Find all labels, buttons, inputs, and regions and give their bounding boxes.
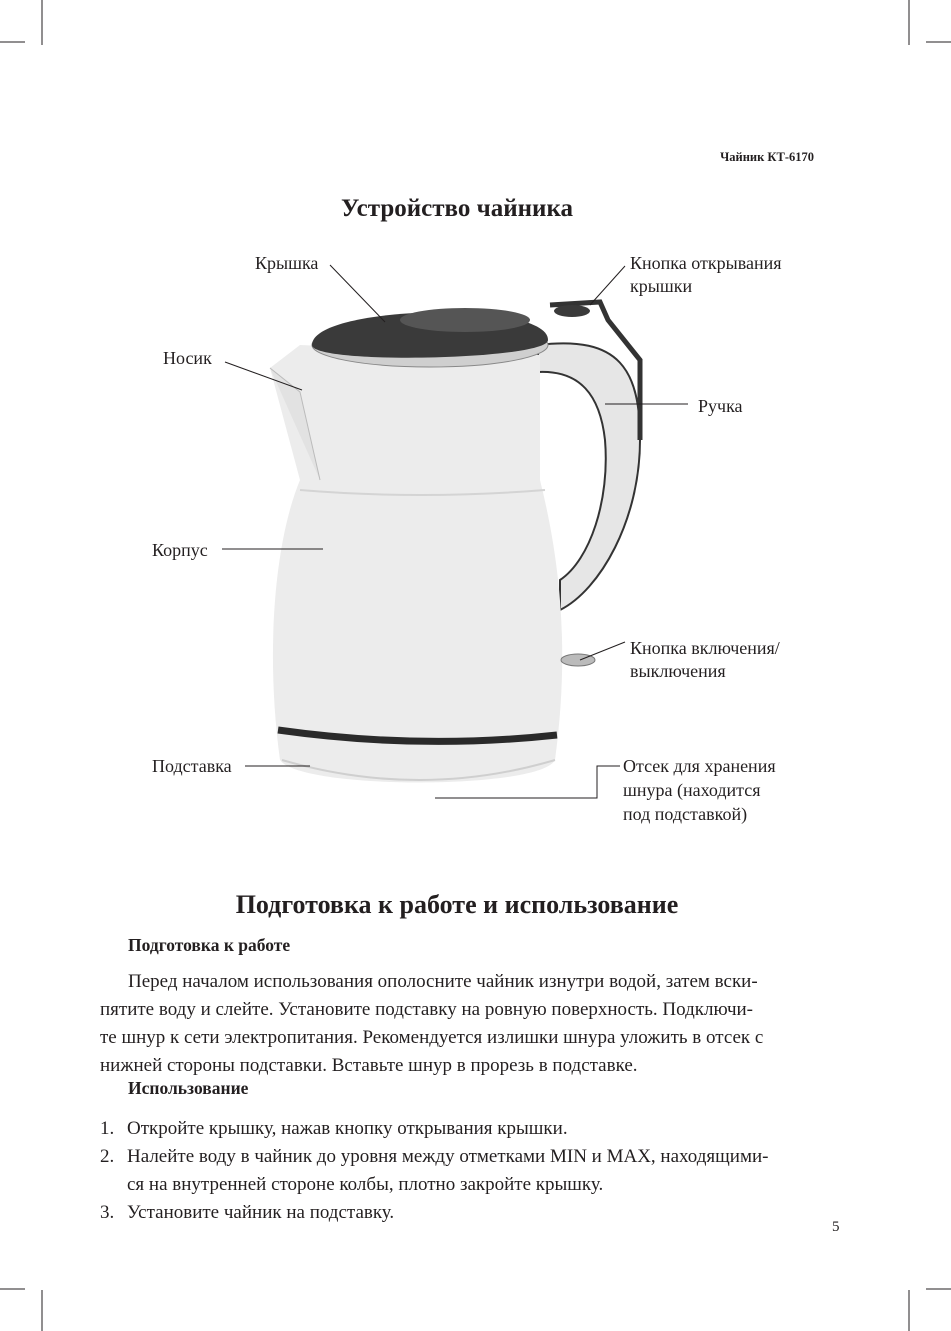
page-number: 5	[832, 1219, 840, 1235]
step-number: 3.	[100, 1202, 115, 1223]
diagram-title: Устройство чайника	[341, 195, 573, 222]
label-body: Корпус	[152, 540, 208, 560]
section-title: Подготовка к работе и использование	[235, 890, 679, 919]
prep-line: пятите воду и слейте. Установите подставку на ровную поверхность. Подключи-	[100, 999, 753, 1020]
step-text: Откройте крышку, нажав кнопку открывания крышки.	[127, 1118, 568, 1139]
label-handle: Ручка	[698, 396, 743, 416]
prep-line: те шнур к сети электропитания. Рекомендуется излишки шнура уложить в отсек с	[100, 1027, 764, 1048]
step-text: Налейте воду в чайник до уровня между отметками MIN и MAX, находящими-	[127, 1146, 769, 1167]
label-cord-1: Отсек для хранения	[623, 756, 776, 776]
label-power-button-2: выключения	[630, 661, 726, 681]
step-text: ся на внутренней стороне колбы, плотно закройте крышку.	[127, 1174, 604, 1195]
label-base: Подставка	[152, 756, 232, 776]
label-power-button-1: Кнопка включения/	[630, 638, 780, 658]
label-cord-2: шнура (находится	[623, 780, 761, 800]
label-spout: Носик	[163, 348, 212, 368]
step-number: 2.	[100, 1146, 115, 1167]
label-lid-button-2: крышки	[630, 276, 693, 296]
prep-heading: Подготовка к работе	[128, 935, 291, 955]
use-heading: Использование	[128, 1078, 249, 1098]
prep-line: Перед началом использования ополосните чайник изнутри водой, затем вски-	[128, 971, 758, 992]
step-text: Установите чайник на подставку.	[127, 1202, 395, 1223]
prep-line: нижней стороны подставки. Вставьте шнур в прорезь в подставке.	[100, 1055, 638, 1076]
step-number: 1.	[100, 1118, 115, 1139]
kettle-image	[270, 302, 640, 783]
label-lid: Крышка	[255, 253, 319, 273]
label-lid-button-1: Кнопка открывания	[630, 253, 782, 273]
running-header: Чайник КТ-6170	[720, 150, 814, 164]
label-cord-3: под подставкой)	[623, 804, 748, 824]
